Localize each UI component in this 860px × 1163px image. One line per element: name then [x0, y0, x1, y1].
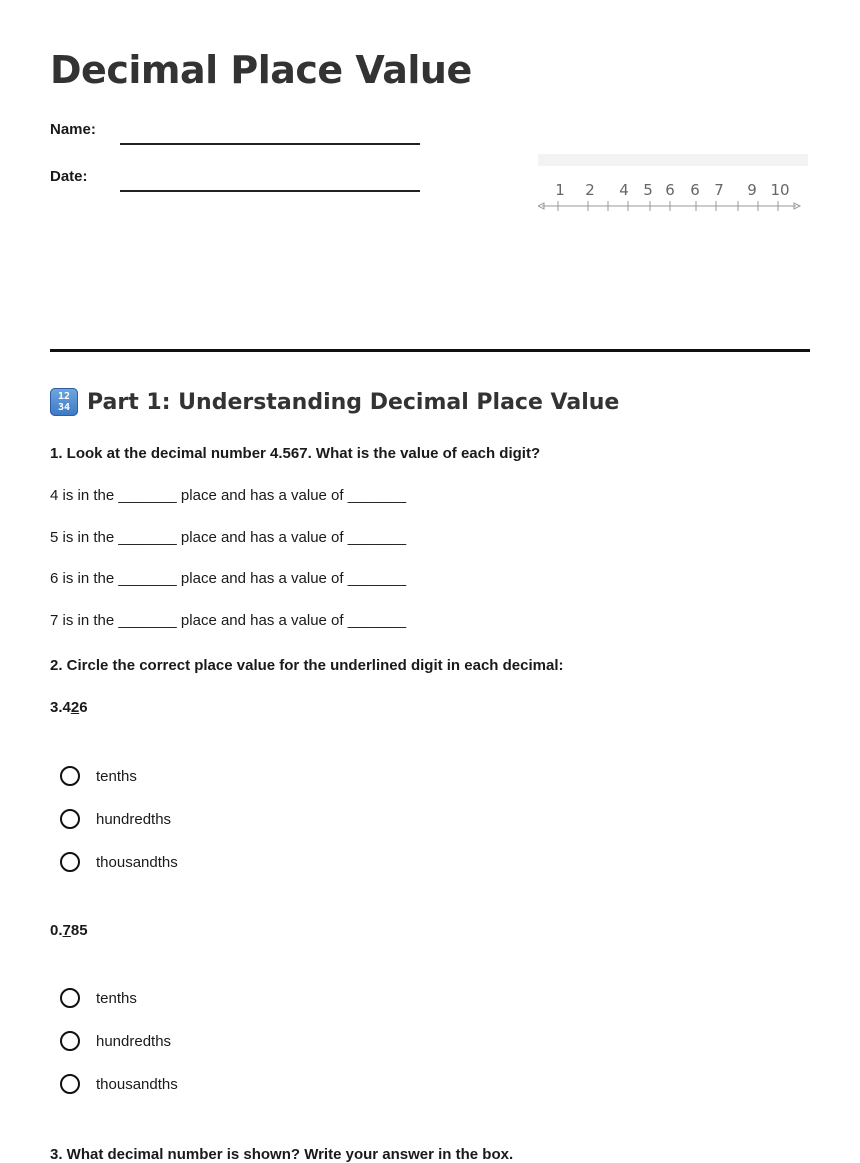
underlined-digit: 7 [62, 922, 71, 939]
q2b-option-hundredths[interactable] [60, 1031, 171, 1051]
option-label: tenths [96, 767, 137, 785]
part1-heading-text: Part 1: Understanding Decimal Place Value [87, 389, 620, 415]
icon-top-digits: 12 [57, 391, 71, 402]
number-line-label: 1 [555, 181, 565, 199]
q2a-option-hundredths[interactable] [60, 809, 171, 829]
underlined-digit: 2 [70, 699, 80, 716]
q2b-option-thousandths[interactable] [60, 1074, 178, 1094]
part1-heading [50, 388, 619, 416]
q2a-option-tenths[interactable] [60, 766, 137, 786]
radio-button[interactable] [60, 1031, 80, 1051]
date-label: Date: [50, 168, 88, 185]
icon-bottom-digits: 34 [57, 402, 71, 413]
option-label: thousandths [96, 853, 178, 871]
number-line-image [538, 150, 813, 230]
radio-button[interactable] [60, 852, 80, 872]
radio-button[interactable] [60, 809, 80, 829]
option-label: hundredths [96, 810, 172, 828]
option-label: tenths [96, 989, 137, 1007]
q2a-option-thousandths[interactable] [60, 852, 178, 872]
q1-line-1: 4 is in the _______ place and has a value of _______ [50, 487, 407, 504]
q2b-option-tenths[interactable] [60, 988, 137, 1008]
name-field[interactable] [120, 143, 420, 145]
radio-button[interactable] [60, 988, 80, 1008]
question-1: 1. Look at the decimal number 4.567. What is the value of each digit? [50, 445, 541, 462]
q1-line-3: 6 is in the _______ place and has a value of _______ [50, 570, 407, 587]
question-2: 2. Circle the correct place value for the underlined digit in each decimal: [50, 657, 564, 674]
number-line-label: 10 [770, 181, 790, 199]
number-line-label: 6 [690, 181, 700, 199]
number-line-label: 5 [643, 181, 653, 199]
date-field[interactable] [120, 190, 420, 192]
section-divider [50, 349, 810, 352]
option-label: hundredths [96, 1032, 172, 1050]
number-line-label: 2 [585, 181, 595, 199]
page-title: Decimal Place Value [50, 48, 472, 92]
q2-decimal-2: 0.785 [50, 922, 88, 939]
number-line-label: 7 [714, 181, 724, 199]
input-numbers-icon [50, 388, 78, 416]
q1-line-2: 5 is in the _______ place and has a value of _______ [50, 529, 407, 546]
number-line-label: 4 [619, 181, 629, 199]
name-label: Name: [50, 121, 96, 138]
q1-line-4: 7 is in the _______ place and has a value of _______ [50, 612, 407, 629]
q2-decimal-1: 3.426 [50, 699, 88, 716]
question-3: 3. What decimal number is shown? Write your answer in the box. [50, 1146, 514, 1163]
radio-button[interactable] [60, 766, 80, 786]
radio-button[interactable] [60, 1074, 80, 1094]
number-line-label: 9 [747, 181, 757, 199]
faded-banner [538, 154, 808, 166]
number-line-label: 6 [665, 181, 675, 199]
option-label: thousandths [96, 1075, 178, 1093]
